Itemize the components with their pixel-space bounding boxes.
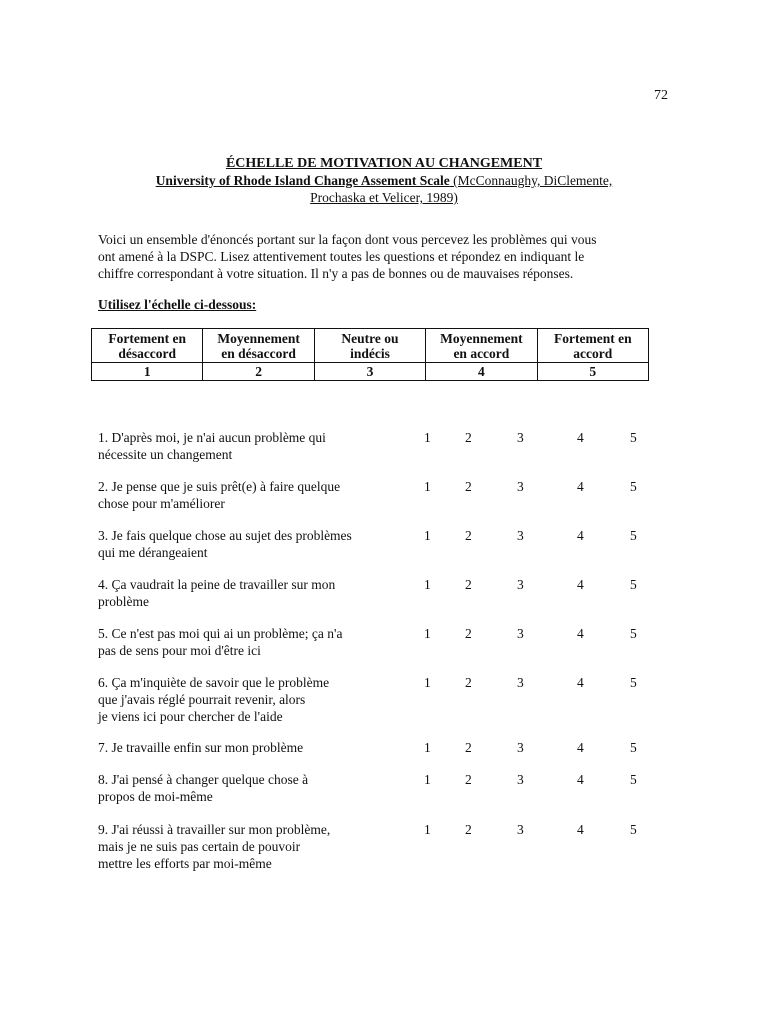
question-text: 9. J'ai réussi à travailler sur mon problème, mais je ne suis pas certain de pouvoir mettre les efforts par moi-même	[98, 822, 331, 871]
response-option-3[interactable]: 3	[517, 822, 524, 837]
response-option-1[interactable]: 1	[424, 740, 431, 755]
response-option-3[interactable]: 3	[517, 675, 524, 690]
response-option-5[interactable]: 5	[630, 675, 637, 690]
response-option-1[interactable]: 1	[424, 430, 431, 445]
response-option-2[interactable]: 2	[465, 772, 472, 787]
response-option-5[interactable]: 5	[630, 577, 637, 592]
response-option-5[interactable]: 5	[630, 479, 637, 494]
response-option-4[interactable]: 4	[577, 528, 584, 543]
intro-line: Voici un ensemble d'énoncés portant sur la façon dont vous percevez les problèmes qui vous	[98, 232, 597, 247]
question-text: 1. D'après moi, je n'ai aucun problème qui nécessite un changement	[98, 430, 326, 462]
question-text: 7. Je travaille enfin sur mon problème	[98, 740, 304, 755]
scale-label: Fortement en accord	[537, 329, 648, 363]
response-option-5[interactable]: 5	[630, 772, 637, 787]
subtitle-scale-name: University of Rhode Island Change Assement Scale	[155, 173, 450, 188]
scale-value: 1	[92, 363, 203, 381]
scale-values-row	[92, 363, 649, 381]
question-text: 6. Ça m'inquiète de savoir que le problème que j'avais réglé pourrait revenir, alors je viens ici pour chercher de l'aide	[98, 675, 330, 724]
response-option-2[interactable]: 2	[465, 675, 472, 690]
subtitle-authors-part1: (McConnaughy, DiClemente,	[449, 173, 613, 188]
response-option-1[interactable]: 1	[424, 772, 431, 787]
scale-labels-row	[92, 329, 649, 363]
scale-label: Moyennement en désaccord	[203, 329, 314, 363]
response-option-5[interactable]: 5	[630, 528, 637, 543]
response-option-5[interactable]: 5	[630, 430, 637, 445]
question-text: 4. Ça vaudrait la peine de travailler sur mon problème	[98, 577, 336, 609]
question-text: 3. Je fais quelque chose au sujet des problèmes qui me dérangeaient	[98, 528, 352, 560]
response-option-2[interactable]: 2	[465, 822, 472, 837]
question-text: 5. Ce n'est pas moi qui ai un problème; ça n'a pas de sens pour moi d'être ici	[98, 626, 343, 658]
scale-value: 2	[203, 363, 314, 381]
response-option-3[interactable]: 3	[517, 528, 524, 543]
scale-value: 4	[426, 363, 537, 381]
response-option-1[interactable]: 1	[424, 528, 431, 543]
scale-heading: Utilisez l'échelle ci-dessous:	[98, 297, 257, 312]
response-option-3[interactable]: 3	[517, 430, 524, 445]
response-option-5[interactable]: 5	[630, 822, 637, 837]
response-option-3[interactable]: 3	[517, 740, 524, 755]
response-option-5[interactable]: 5	[630, 626, 637, 641]
intro-paragraph	[98, 231, 668, 282]
response-option-4[interactable]: 4	[577, 740, 584, 755]
response-option-3[interactable]: 3	[517, 577, 524, 592]
response-option-2[interactable]: 2	[465, 577, 472, 592]
response-option-4[interactable]: 4	[577, 479, 584, 494]
response-option-4[interactable]: 4	[577, 626, 584, 641]
response-option-1[interactable]: 1	[424, 675, 431, 690]
subtitle-authors-part2: Prochaska et Velicer, 1989)	[310, 190, 458, 205]
intro-line: chiffre correspondant à votre situation. Il n'y a pas de bonnes ou de mauvaises réponses.	[98, 266, 574, 281]
response-option-3[interactable]: 3	[517, 479, 524, 494]
response-option-4[interactable]: 4	[577, 822, 584, 837]
scale-label: Fortement en désaccord	[92, 329, 203, 363]
scale-value: 3	[314, 363, 425, 381]
response-option-1[interactable]: 1	[424, 577, 431, 592]
response-option-2[interactable]: 2	[465, 479, 472, 494]
scale-label: Moyennement en accord	[426, 329, 537, 363]
response-option-4[interactable]: 4	[577, 577, 584, 592]
response-option-2[interactable]: 2	[465, 740, 472, 755]
response-option-1[interactable]: 1	[424, 626, 431, 641]
response-option-4[interactable]: 4	[577, 772, 584, 787]
page-title: ÉCHELLE DE MOTIVATION AU CHANGEMENT	[225, 156, 543, 171]
question-text: 2. Je pense que je suis prêt(e) à faire quelque chose pour m'améliorer	[98, 479, 341, 511]
question-text: 8. J'ai pensé à changer quelque chose à propos de moi-même	[98, 772, 309, 804]
scale-table	[91, 328, 649, 381]
response-option-2[interactable]: 2	[465, 626, 472, 641]
response-option-1[interactable]: 1	[424, 479, 431, 494]
response-option-5[interactable]: 5	[630, 740, 637, 755]
response-option-2[interactable]: 2	[465, 528, 472, 543]
title-block	[90, 155, 678, 206]
scale-value: 5	[537, 363, 648, 381]
response-option-4[interactable]: 4	[577, 430, 584, 445]
response-option-3[interactable]: 3	[517, 626, 524, 641]
response-option-4[interactable]: 4	[577, 675, 584, 690]
response-option-3[interactable]: 3	[517, 772, 524, 787]
response-option-2[interactable]: 2	[465, 430, 472, 445]
page-number: 72	[654, 88, 668, 103]
scale-label: Neutre ou indécis	[314, 329, 425, 363]
subtitle	[90, 172, 678, 189]
intro-line: ont amené à la DSPC. Lisez attentivement toutes les questions et répondez en indiquant le	[98, 249, 585, 264]
response-option-1[interactable]: 1	[424, 822, 431, 837]
